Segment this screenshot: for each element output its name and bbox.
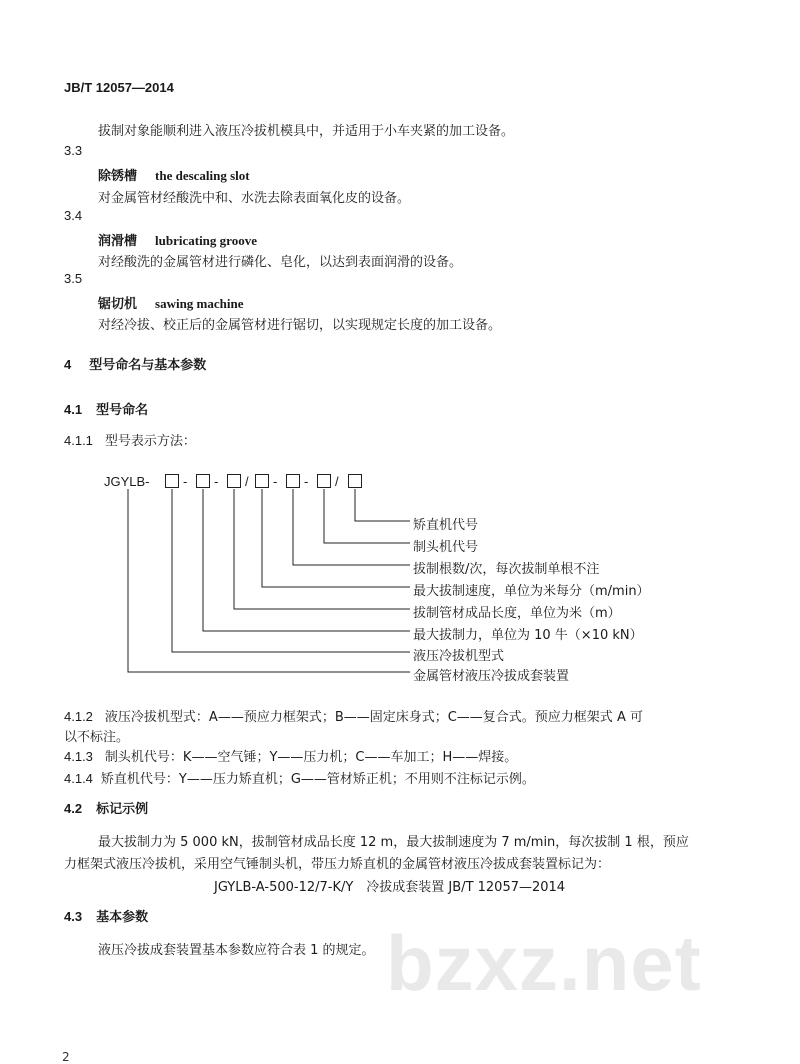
clause-text: 制头机代号：K——空气锤；Y——压力机；C——车加工；H——焊接。: [104, 750, 518, 765]
separator-dash: -: [304, 474, 309, 489]
term-number: 3.5: [64, 271, 83, 286]
watermark: bzxz.net: [386, 919, 702, 1007]
clause: [64, 706, 643, 725]
term-en: sawing machine: [155, 296, 244, 311]
clause: [64, 768, 535, 787]
section-number: 4.1: [64, 402, 83, 417]
term-zh: 除锈槽: [98, 169, 138, 184]
term-number: 3.3: [64, 143, 83, 158]
term-zh: 润滑槽: [98, 234, 138, 249]
diagram-label: 拔制根数/次，每次拔制单根不注: [413, 562, 600, 577]
example-paragraph-line: 最大拔制力为 5 000 kN，拔制管材成品长度 12 m，最大拔制速度为 7 m/min，每次拔制 1 根，预应: [98, 835, 689, 850]
example-designation: JGYLB-A-500-12/7-K/Y 冷拔成套装置 JB/T 12057—2014: [214, 880, 566, 895]
clause-number: 4.1.1: [64, 433, 93, 448]
continued-paragraph: 拔制对象能顺利进入液压冷拔机模具中，并适用于小车夹紧的加工设备。: [98, 124, 515, 139]
clause-number: 4.1.4: [64, 771, 93, 786]
term-definition: 对金属管材经酸洗中和、水洗去除表面氧化皮的设备。: [98, 191, 411, 206]
params-paragraph: 液压冷拔成套装置基本参数应符合表 1 的规定。: [98, 943, 375, 958]
clause: [64, 746, 517, 765]
diagram-label: 液压冷拔机型式: [413, 649, 505, 664]
section-title: 型号命名与基本参数: [89, 358, 207, 373]
diagram-label: 拔制管材成品长度，单位为米（m）: [413, 606, 621, 621]
term-en: the descaling slot: [155, 168, 250, 183]
section-title: 基本参数: [96, 910, 149, 925]
clause-text: 矫直机代号：Y——压力矫直机；G——管材矫正机；不用则不注标记示例。: [100, 772, 535, 787]
section-title: 型号命名: [96, 403, 149, 418]
section-title: 标记示例: [96, 802, 149, 817]
separator-slash: /: [335, 474, 339, 489]
diagram-label: 最大拔制速度，单位为米每分（m/min）: [413, 584, 650, 599]
page-number: 2: [62, 1050, 70, 1064]
diagram-label: 最大拔制力，单位为 10 牛（×10 kN）: [413, 628, 643, 643]
term-zh: 锯切机: [98, 297, 138, 312]
section-number: 4: [64, 357, 72, 372]
section-number: 4.3: [64, 909, 83, 924]
clause-title: 型号表示方法：: [104, 434, 196, 449]
diagram-label: 制头机代号: [413, 540, 479, 555]
separator-dash: -: [214, 474, 219, 489]
section-heading: [64, 798, 148, 817]
diagram-label: 金属管材液压冷拔成套装置: [413, 669, 570, 684]
clause-number: 4.1.3: [64, 749, 93, 764]
clause-text: 液压冷拔机型式：A——预应力框架式；B——固定床身式；C——复合式。预应力框架式 A 可: [104, 710, 643, 725]
clause-continuation: 以不标注。: [64, 730, 130, 745]
section-number: 4.2: [64, 801, 83, 816]
separator-slash: /: [245, 474, 249, 489]
term-definition: 对经冷拔、校正后的金属管材进行锯切，以实现规定长度的加工设备。: [98, 318, 502, 333]
clause-number: 4.1.2: [64, 709, 93, 724]
standard-number: JB/T 12057—2014: [64, 80, 174, 95]
term-definition: 对经酸洗的金属管材进行磷化、皂化，以达到表面润滑的设备。: [98, 255, 463, 270]
example-paragraph-line: 力框架式液压冷拔机，采用空气锤制头机，带压力矫直机的金属管材液压冷拔成套装置标记为：: [64, 857, 611, 872]
separator-dash: -: [273, 474, 278, 489]
section-heading: [64, 906, 148, 925]
separator-dash: -: [183, 474, 188, 489]
model-prefix: JGYLB-: [104, 474, 150, 489]
term-en: lubricating groove: [155, 233, 257, 248]
diagram-label: 矫直机代号: [413, 518, 479, 533]
term-number: 3.4: [64, 208, 83, 223]
